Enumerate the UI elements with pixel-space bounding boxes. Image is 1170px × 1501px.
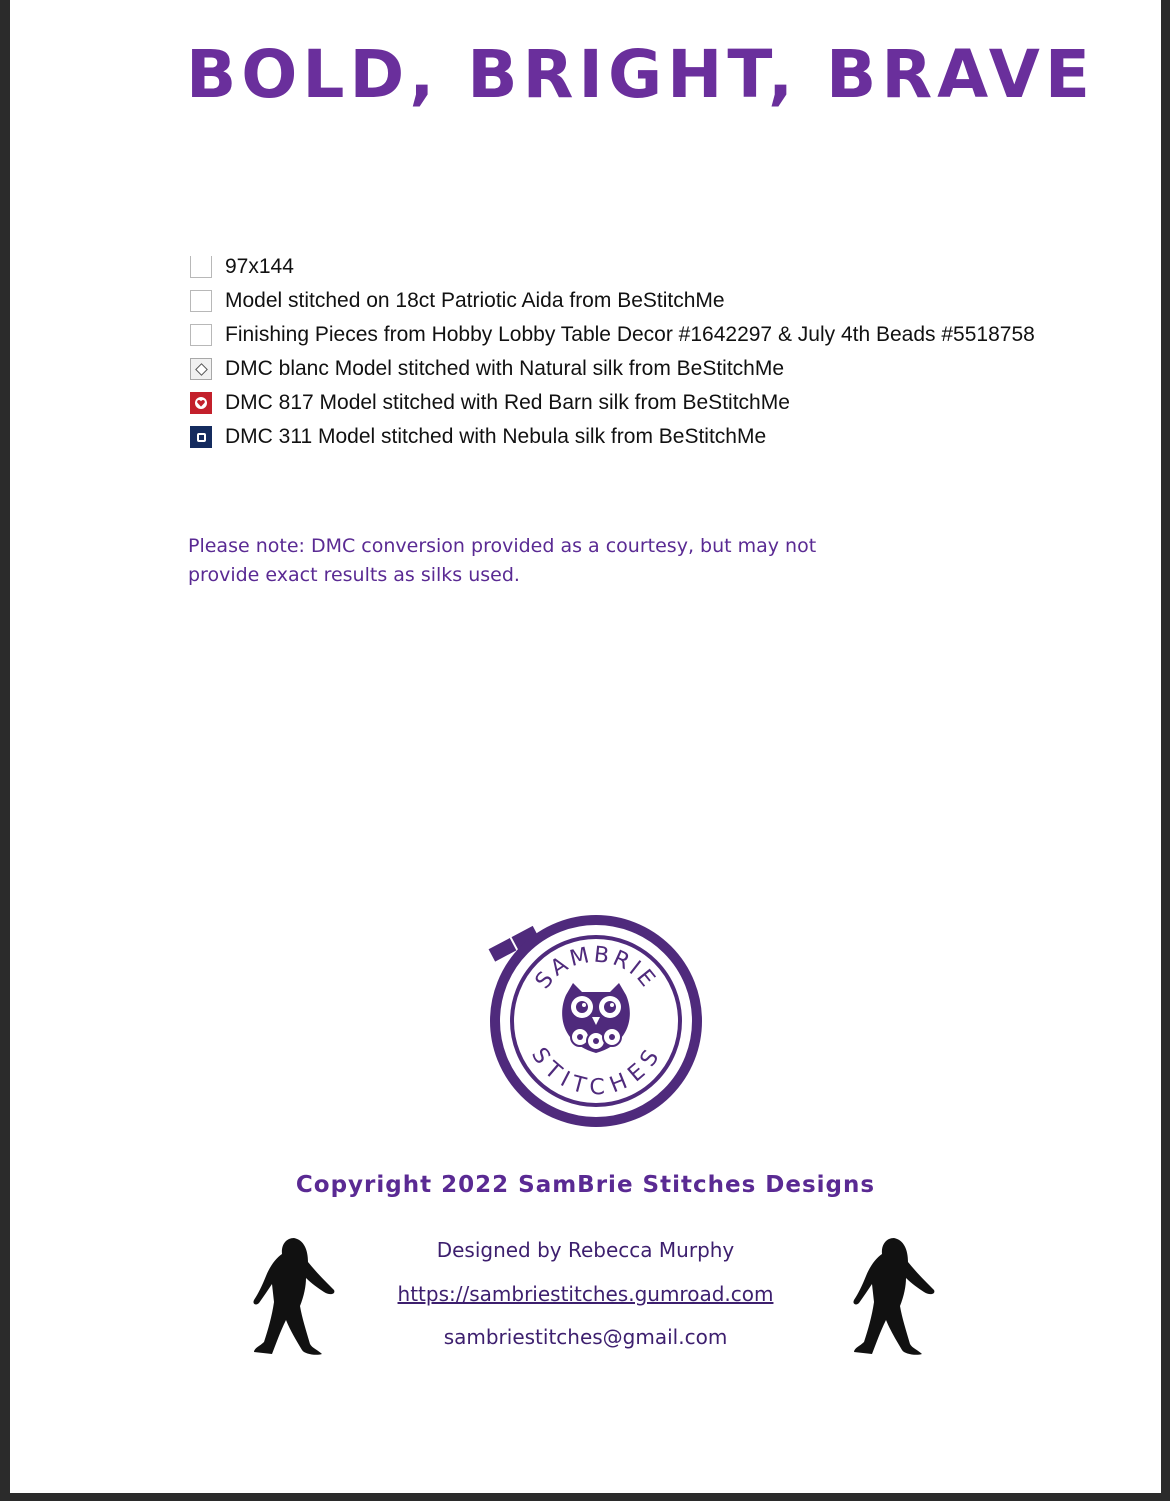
legend-row-817: [190, 386, 1035, 420]
legend-text: Model stitched on 18ct Patriotic Aida from BeStitchMe: [225, 289, 725, 312]
page-title: BOLD, BRIGHT, BRAVE: [186, 36, 1095, 113]
note-line-2: provide exact results as silks used.: [188, 564, 520, 586]
shop-link[interactable]: https://sambriestitches.gumroad.com: [397, 1282, 774, 1306]
legend-text: DMC 817 Model stitched with Red Barn silk from BeStitchMe: [225, 391, 790, 414]
heart-icon: [190, 392, 212, 414]
note-line-1: Please note: DMC conversion provided as a courtesy, but may not: [188, 535, 817, 557]
legend-text: DMC blanc Model stitched with Natural silk from BeStitchMe: [225, 357, 785, 380]
legend-text: 97x144: [225, 255, 294, 278]
legend-row-blanc: [190, 352, 1035, 386]
pattern-page: [10, 0, 1161, 1493]
svg-text:SAMBRIE: SAMBRIE: [530, 942, 662, 994]
legend-text: DMC 311 Model stitched with Nebula silk from BeStitchMe: [225, 425, 767, 448]
empty-box-icon: [190, 324, 212, 346]
contact-email: sambriestitches@gmail.com: [443, 1325, 728, 1349]
legend-row-311: [190, 420, 1035, 454]
legend-row-finishing: [190, 318, 1035, 352]
svg-text:STITCHES: STITCHES: [526, 1043, 666, 1101]
legend-row-size: [190, 250, 1035, 284]
conversion-note: [188, 532, 908, 590]
empty-box-icon: [190, 290, 212, 312]
square-icon: [190, 426, 212, 448]
bigfoot-icon: [846, 1232, 946, 1362]
thread-legend: [190, 250, 1035, 454]
partial-box-icon: [190, 256, 212, 278]
copyright-text: Copyright 2022 SamBrie Stitches Designs: [295, 1172, 876, 1198]
diamond-icon: [190, 358, 212, 380]
sambrie-logo: [476, 895, 706, 1130]
designer-credit: Designed by Rebecca Murphy: [436, 1238, 735, 1262]
owl-icon: [562, 983, 630, 1053]
legend-row-fabric: [190, 284, 1035, 318]
legend-text: Finishing Pieces from Hobby Lobby Table Decor #1642297 & July 4th Beads #5518758: [225, 323, 1035, 346]
